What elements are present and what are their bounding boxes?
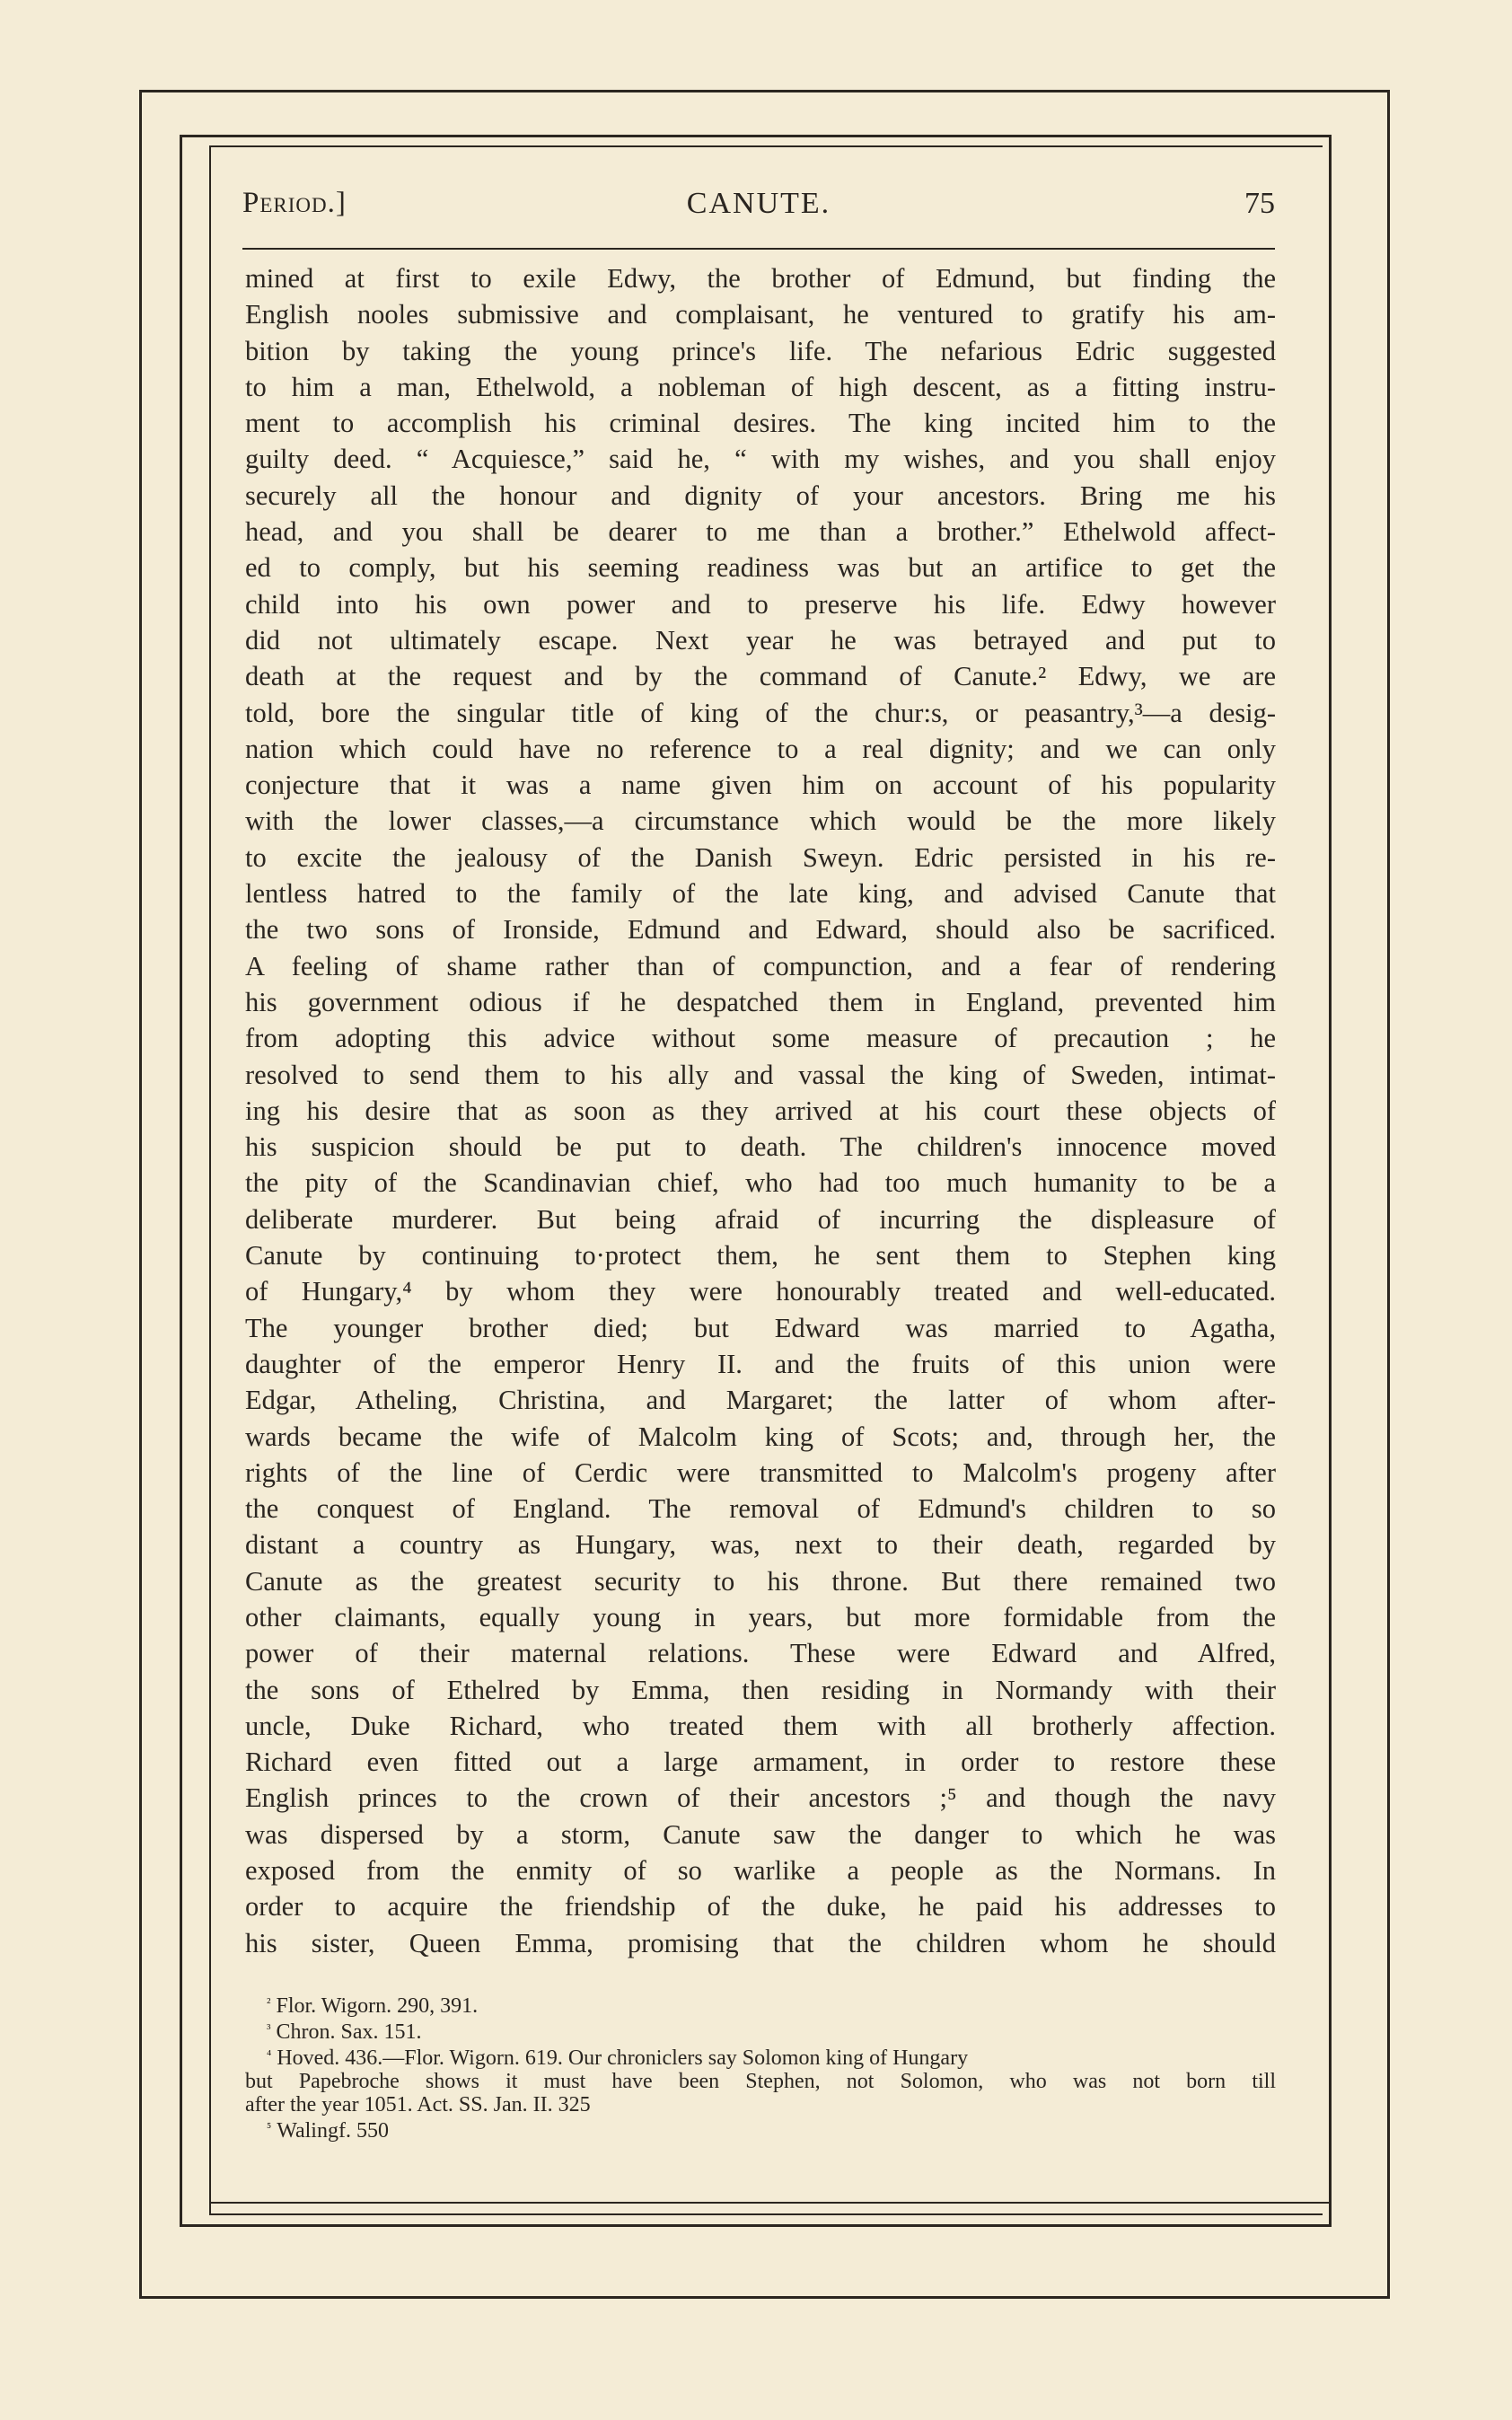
text-line: ment to accomplish his criminal desires. The king incited him to the	[245, 408, 1276, 439]
footnote	[245, 2116, 1276, 2143]
footnote	[245, 2018, 1276, 2044]
text-line: guilty deed. “ Acquiesce,” said he, “ with my wishes, and you shall enjoy	[245, 444, 1276, 475]
footnote-text: but Papebroche shows it must have been Stephen, not Solomon, who was not born till	[245, 2070, 1276, 2093]
text-line: uncle, Duke Richard, who treated them with all brotherly affection.	[245, 1710, 1276, 1741]
text-line: rights of the line of Cerdic were transmitted to Malcolm's progeny after	[245, 1456, 1276, 1488]
text-line: death at the request and by the command of Canute.² Edwy, we are	[245, 661, 1276, 692]
body-text	[245, 260, 1276, 1997]
footnote-continuation	[245, 2093, 1276, 2116]
footnote	[245, 1992, 1276, 2018]
text-line: to excite the jealousy of the Danish Sweyn. Edric persisted in his re-	[245, 841, 1276, 873]
text-line: conjecture that it was a name given him on account of his popularity	[245, 770, 1276, 801]
footnote-mark: ²	[267, 1996, 271, 2011]
text-line: was dispersed by a storm, Canute saw the danger to which he was	[245, 1818, 1276, 1850]
text-line: order to acquire the friendship of the duke, he paid his addresses to	[245, 1891, 1276, 1923]
footnote-text: Flor. Wigorn. 290, 391.	[276, 1994, 479, 2018]
text-line: nation which could have no reference to a real dignity; and we can only	[245, 733, 1276, 764]
text-line: English nooles submissive and complaisant, he ventured to gratify his am-	[245, 299, 1276, 330]
text-line: The younger brother died; but Edward was married to Agatha,	[245, 1312, 1276, 1343]
text-line: deliberate murderer. But being afraid of incurring the displeasure of	[245, 1203, 1276, 1235]
text-line: head, and you shall be dearer to me than a brother.” Ethelwold affect-	[245, 516, 1276, 548]
text-line: Richard even fitted out a large armament, in order to restore these	[245, 1747, 1276, 1778]
text-line: power of their maternal relations. These were Edward and Alfred,	[245, 1638, 1276, 1669]
text-line: securely all the honour and dignity of your ancestors. Bring me his	[245, 480, 1276, 511]
text-line: his suspicion should be put to death. The children's innocence moved	[245, 1131, 1276, 1163]
text-line: A feeling of shame rather than of compunction, and a fear of rendering	[245, 950, 1276, 981]
text-line: English princes to the crown of their ancestors ;⁵ and though the navy	[245, 1782, 1276, 1814]
text-line: wards became the wife of Malcolm king of Scots; and, through her, the	[245, 1421, 1276, 1452]
text-line: daughter of the emperor Henry II. and the fruits of this union were	[245, 1348, 1276, 1379]
text-line: with the lower classes,—a circumstance which would be the more likely	[245, 805, 1276, 837]
page-number: 75	[1244, 187, 1275, 220]
footnote-mark: ³	[267, 2022, 271, 2037]
header-period: Period.]	[242, 187, 347, 219]
text-line: to him a man, Ethelwold, a nobleman of high descent, as a fitting instru-	[245, 371, 1276, 402]
footnote-text: Hoved. 436.—Flor. Wigorn. 619. Our chroniclers say Solomon king of Hungary	[277, 2046, 969, 2070]
text-line: from adopting this advice without some measure of precaution ; he	[245, 1023, 1276, 1054]
text-line: distant a country as Hungary, was, next to their death, regarded by	[245, 1529, 1276, 1561]
text-line: the pity of the Scandinavian chief, who had too much humanity to be a	[245, 1167, 1276, 1199]
text-line: ing his desire that as soon as they arrived at his court these objects of	[245, 1095, 1276, 1126]
footnotes	[245, 1992, 1276, 2143]
text-line: his government odious if he despatched them in England, prevented him	[245, 986, 1276, 1017]
text-line: Canute as the greatest security to his throne. But there remained two	[245, 1565, 1276, 1597]
header-rule	[242, 248, 1275, 250]
text-line: child into his own power and to preserve his life. Edwy however	[245, 588, 1276, 620]
text-line: ed to comply, but his seeming readiness was but an artifice to get the	[245, 552, 1276, 584]
text-line: the conquest of England. The removal of Edmund's children to so	[245, 1493, 1276, 1525]
text-line: bition by taking the young prince's life. The nefarious Edric suggested	[245, 335, 1276, 366]
running-header	[242, 187, 1275, 241]
footnote-text: Chron. Sax. 151.	[276, 2020, 422, 2044]
text-line: the sons of Ethelred by Emma, then residing in Normandy with their	[245, 1674, 1276, 1705]
text-line: mined at first to exile Edwy, the brother of Edmund, but finding the	[245, 263, 1276, 294]
footnote-continuation	[245, 2070, 1276, 2093]
footnote-text: after the year 1051. Act. SS. Jan. II. 325	[245, 2093, 591, 2116]
text-line: resolved to send them to his ally and vassal the king of Sweden, intimat-	[245, 1059, 1276, 1090]
text-line: did not ultimately escape. Next year he was betrayed and put to	[245, 624, 1276, 656]
footnote-mark: ⁵	[267, 2121, 272, 2135]
text-line: told, bore the singular title of king of the chur:s, or peasantry,³—a desig-	[245, 697, 1276, 728]
bottom-rule	[209, 2202, 1332, 2204]
text-line: Canute by continuing to·protect them, he sent them to Stephen king	[245, 1240, 1276, 1272]
text-line: lentless hatred to the family of the late king, and advised Canute that	[245, 878, 1276, 910]
text-line: of Hungary,⁴ by whom they were honourably treated and well-educated.	[245, 1276, 1276, 1307]
right-border-rule	[1330, 135, 1332, 2227]
text-line: exposed from the enmity of so warlike a people as the Normans. In	[245, 1855, 1276, 1887]
text-line: Edgar, Atheling, Christina, and Margaret; the latter of whom after-	[245, 1385, 1276, 1416]
header-title: CANUTE.	[686, 187, 831, 220]
text-line: his sister, Queen Emma, promising that the children whom he should	[245, 1927, 1276, 1958]
footnote-mark: ⁴	[267, 2048, 272, 2063]
text-line: the two sons of Ironside, Edmund and Edward, should also be sacrificed.	[245, 914, 1276, 946]
text-line: other claimants, equally young in years, but more formidable from the	[245, 1601, 1276, 1632]
footnote-text: Walingf. 550	[277, 2119, 389, 2143]
footnote	[245, 2044, 1276, 2070]
